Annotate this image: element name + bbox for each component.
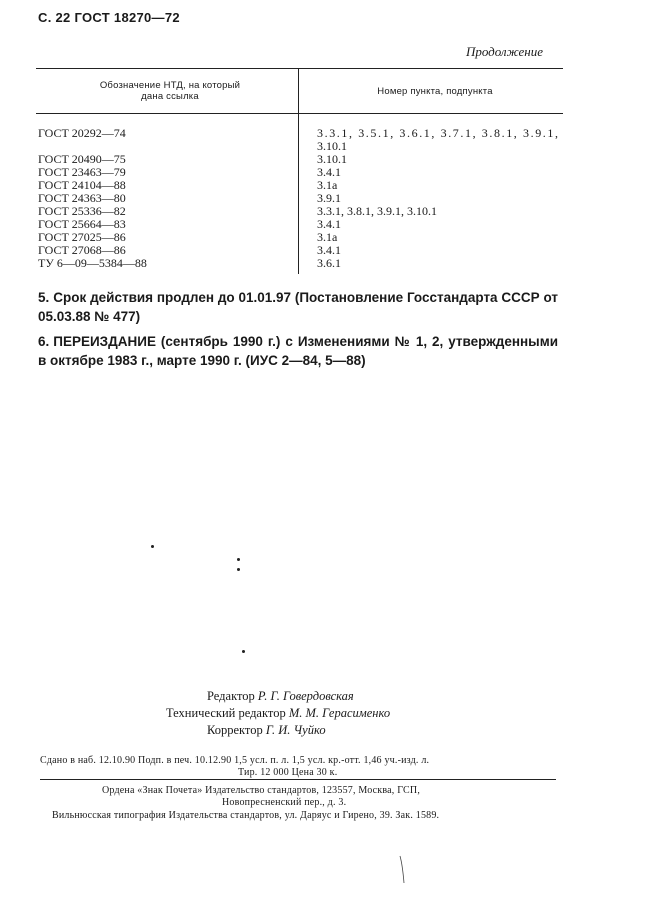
paragraph-5-text: Срок действия продлен до 01.01.97 (Постановление Госстандарта СССР от 05.03.88 № 477) [38, 290, 558, 324]
credit-corrector-name: Г. И. Чуйко [265, 723, 326, 737]
table-top-rule [36, 68, 563, 69]
doc-cell: ГОСТ 25336—82 [38, 204, 126, 218]
ref-cell: 3.4.1 [317, 165, 341, 179]
paragraph-6-text: ПЕРЕИЗДАНИЕ (сентябрь 1990 г.) с Изменениями № 1, 2, утвержденными в октябре 1983 г., марте 1990 г. (ИУС 2—84, 5—88) [38, 334, 558, 368]
paragraph-6 [38, 332, 558, 370]
imprint-line-5: Вильнюсская типография Издательства стандартов, ул. Даряус и Гирено, 39. Зак. 1589. [52, 810, 440, 821]
doc-cell: ГОСТ 23463—79 [38, 165, 126, 179]
doc-cell: ГОСТ 24104—88 [38, 178, 126, 192]
doc-cell: ГОСТ 24363—80 [38, 191, 126, 205]
credit-tech-role: Технический редактор [166, 706, 286, 720]
imprint-line-1: Сдано в наб. 12.10.90 Подп. в печ. 10.12.90 1,5 усл. п. л. 1,5 усл. кр.-отт. 1,46 уч.-изд. л. [40, 755, 430, 766]
ref-cell: 3.4.1 [317, 243, 341, 257]
ref-cell: 3.10.1 [317, 139, 347, 153]
ref-cell: 3.1а [317, 178, 338, 192]
credit-tech-name: М. М. Герасименко [288, 706, 391, 720]
doc-cell: ГОСТ 20292—74 [38, 126, 126, 140]
stray-mark [398, 855, 408, 885]
print-speck [237, 568, 240, 571]
ref-cell: 3.4.1 [317, 217, 341, 231]
ref-cell: 3.3.1, 3.8.1, 3.9.1, 3.10.1 [317, 204, 437, 218]
column-header-document-line2: дана ссылка [141, 91, 199, 102]
imprint-rule [40, 779, 556, 780]
table-row [0, 257, 661, 270]
doc-cell: ГОСТ 27025—86 [38, 230, 126, 244]
table-header-rule [36, 113, 563, 114]
doc-cell: ТУ 6—09—5384—88 [38, 256, 147, 270]
doc-cell: ГОСТ 20490—75 [38, 152, 126, 166]
column-header-clause: Номер пункта, подпункта [377, 86, 493, 97]
credit-corrector [207, 723, 326, 738]
ref-cell: 3.6.1 [317, 256, 341, 270]
page-header: С. 22 ГОСТ 18270—72 [38, 10, 180, 25]
paragraph-6-number: 6. [38, 334, 50, 349]
ref-cell: 3.10.1 [317, 152, 347, 166]
paragraph-5-number: 5. [38, 290, 50, 305]
imprint-line-3: Ордена «Знак Почета» Издательство стандартов, 123557, Москва, ГСП, [102, 785, 421, 796]
print-speck [151, 545, 154, 548]
column-header-document [60, 80, 280, 102]
imprint-line-4: Новопресненский пер., д. 3. [222, 797, 347, 808]
ref-cell: 3.9.1 [317, 191, 341, 205]
continuation-label: Продолжение [465, 44, 543, 59]
credit-editor [207, 689, 354, 704]
doc-cell: ГОСТ 25664—83 [38, 217, 126, 231]
credit-editor-name: Р. Г. Говердовская [257, 689, 354, 703]
paragraph-5 [38, 288, 558, 326]
ref-cell: 3.1а [317, 230, 338, 244]
credit-editor-role: Редактор [207, 689, 255, 703]
doc-cell: ГОСТ 27068—86 [38, 243, 126, 257]
credit-corrector-role: Корректор [207, 723, 263, 737]
ref-cell: 3.3.1, 3.5.1, 3.6.1, 3.7.1, 3.8.1, 3.9.1, [317, 126, 560, 140]
print-speck [237, 558, 240, 561]
print-speck [242, 650, 245, 653]
column-header-document-line1: Обозначение НТД, на который [99, 80, 241, 91]
imprint-line-2: Тир. 12 000 Цена 30 к. [238, 767, 338, 778]
credit-tech-editor [166, 706, 390, 721]
